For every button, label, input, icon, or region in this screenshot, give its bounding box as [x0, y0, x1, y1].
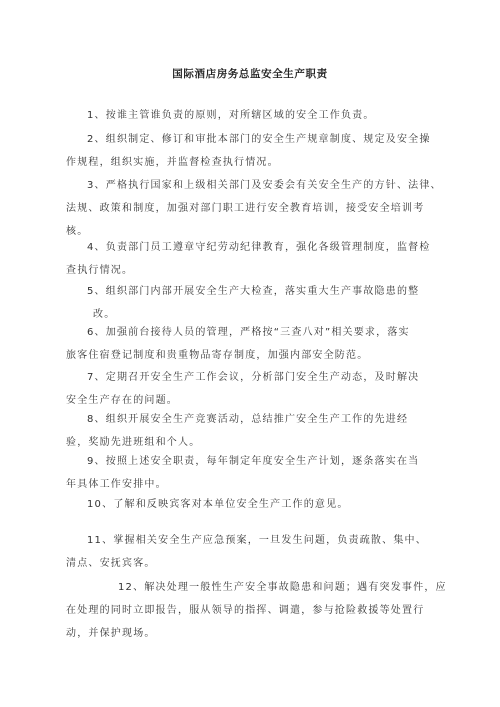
line: 6、加强前台接待人员的管理，严格按“三查八对”相关要求，落实 [87, 327, 410, 338]
line: 核。 [66, 226, 89, 237]
line: 旅客住宿登记制度和贵重物品寄存制度，加强内部安全防范。 [66, 350, 369, 361]
duty-item-12 [66, 576, 447, 645]
line: 法规、政策和制度，加强对部门职工进行安全教育培训，接受安全培训考 [66, 203, 425, 214]
duty-item-2 [66, 128, 438, 174]
line: 7、定期召开安全生产工作会议，分析部门安全生产动态，及时解决 [87, 372, 420, 383]
line: 改。 [93, 309, 116, 320]
line: 4、负责部门员工遵章守纪劳动纪律教育，强化各级管理制度，监督检 [87, 242, 431, 253]
duty-item-6 [66, 321, 438, 367]
duty-item-11 [66, 529, 438, 575]
line: 查执行情况。 [66, 265, 134, 276]
line: 12、解决处理一般性生产安全事故隐患和问题；遇有突发事件，应 [118, 582, 447, 593]
line: 5、组织部门内部开展安全生产大检查，落实重大生产事故隐患的整 [87, 286, 420, 297]
line: 2、组织制定、修订和审批本部门的安全生产规章制度、规定及安全操 [87, 134, 431, 145]
document-title: 国际酒店房务总监安全生产职责 [172, 68, 328, 80]
line: 年具体工作安排中。 [66, 479, 167, 490]
duty-item-5 [66, 280, 438, 326]
line: 在处理的同时立即报告，服从领导的指挥、调遣，参与抢险救援等处置行 [66, 605, 425, 616]
line: 11、掌握相关安全生产应急预案，一旦发生问题，负责疏散、集中、 [87, 535, 427, 546]
duty-item-8 [66, 408, 438, 454]
line: 3、严格执行国家和上级相关部门及安委会有关安全生产的方针、法律、 [87, 180, 442, 191]
line: 8、组织开展安全生产竞赛活动，总结推广安全生产工作的先进经 [87, 414, 409, 425]
line: 1、按谁主管谁负责的原则，对所辖区域的安全工作负责。 [87, 110, 375, 121]
duty-item-7 [66, 366, 438, 412]
duty-item-9 [66, 450, 438, 496]
duty-item-4 [66, 236, 438, 282]
line: 动，并保护现场。 [66, 628, 156, 639]
line: 安全生产存在的问题。 [66, 395, 178, 406]
line: 验，奖励先进班组和个人。 [66, 437, 201, 448]
line: 作规程，组织实施，并监督检查执行情况。 [66, 157, 279, 168]
duty-item-3 [66, 174, 442, 243]
line: 10、了解和反映宾客对本单位安全生产工作的意见。 [87, 499, 349, 510]
duty-item-10 [66, 493, 438, 516]
line: 9、按照上述安全职责，每年制定年度安全生产计划，逐条落实在当 [87, 456, 420, 467]
duty-item-1 [66, 104, 438, 127]
line: 清点、安抚宾客。 [66, 558, 156, 569]
